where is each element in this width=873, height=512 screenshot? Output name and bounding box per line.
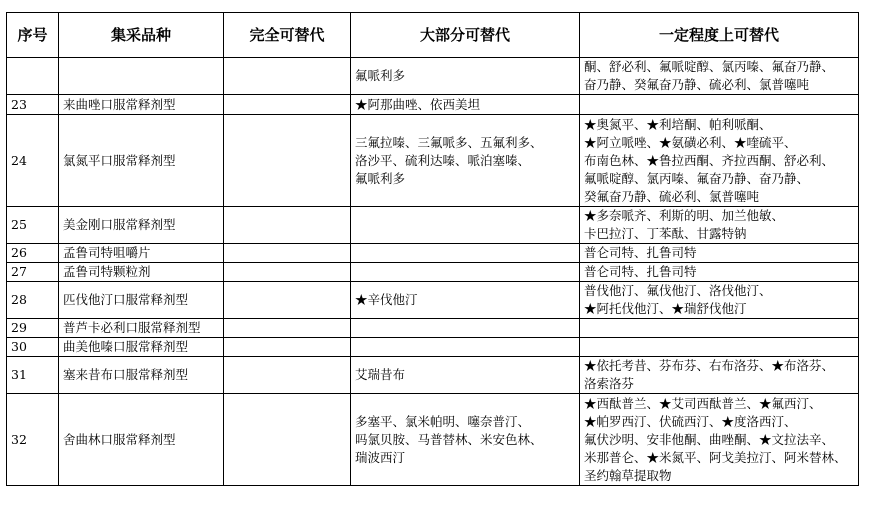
drug-name: 孟鲁司特颗粒剂 (59, 263, 224, 282)
header-row (7, 13, 859, 58)
table-row (7, 357, 859, 394)
row-index: 30 (7, 338, 59, 357)
drug-name: 美金刚口服常释剂型 (59, 207, 224, 244)
row-index: 31 (7, 357, 59, 394)
table-row (7, 95, 859, 115)
table-row (7, 115, 859, 207)
full-cell (224, 263, 351, 282)
most-line: ★辛伐他汀 (355, 292, 418, 307)
most-cell (351, 357, 580, 394)
partial-line: 卡巴拉汀、丁苯酞、甘露特钠 (584, 226, 747, 241)
substitution-table (6, 12, 859, 486)
row-index: 26 (7, 244, 59, 263)
partial-line: 普伐他汀、氟伐他汀、洛伐他汀、 (584, 283, 772, 298)
drug-name (59, 58, 224, 95)
most-line: 吗氯贝胺、马普替林、米安色林、 (355, 431, 543, 447)
full-cell (224, 394, 351, 486)
drug-name: 塞来昔布口服常释剂型 (59, 357, 224, 394)
table-row (7, 338, 859, 357)
partial-line: 布南色林、★鲁拉西酮、齐拉西酮、舒必利、 (584, 152, 835, 168)
drug-name: 氯氮平口服常释剂型 (59, 115, 224, 207)
most-cell (351, 58, 580, 95)
partial-cell (580, 207, 859, 244)
most-line: 艾瑞昔布 (355, 367, 406, 382)
full-cell (224, 115, 351, 207)
partial-cell (580, 95, 859, 115)
drug-name: 匹伐他汀口服常释剂型 (59, 282, 224, 319)
partial-line: ★阿立哌唑、★氨磺必利、★喹硫平、 (584, 134, 797, 150)
row-index: 24 (7, 115, 59, 207)
partial-line: 圣约翰草提取物 (584, 467, 672, 483)
partial-cell (580, 244, 859, 263)
most-cell (351, 207, 580, 244)
most-line: 三氟拉嗪、三氟哌多、五氟利多、 (355, 134, 543, 150)
most-line: ★阿那曲唑、依西美坦 (355, 96, 481, 112)
partial-cell (580, 394, 859, 486)
row-index: 29 (7, 319, 59, 338)
partial-line: ★阿托伐他汀、★瑞舒伐他汀 (584, 301, 747, 316)
drug-name: 曲美他嗪口服常释剂型 (59, 338, 224, 357)
most-cell (351, 95, 580, 115)
partial-line: 癸氟奋乃静、硫必利、氯普噻吨 (584, 188, 760, 204)
drug-name: 孟鲁司特咀嚼片 (59, 244, 224, 263)
partial-line: ★帕罗西汀、伏硫西汀、★度洛西汀、 (584, 413, 797, 429)
partial-line: 洛索洛芬 (584, 376, 635, 391)
partial-cell (580, 282, 859, 319)
header-index: 序号 (7, 13, 59, 58)
drug-name: 来曲唑口服常释剂型 (59, 95, 224, 115)
full-cell (224, 207, 351, 244)
partial-cell (580, 115, 859, 207)
most-line: 氟哌利多 (355, 170, 406, 186)
full-cell (224, 357, 351, 394)
most-cell (351, 244, 580, 263)
partial-line: ★西酞普兰、★艾司西酞普兰、★氟西汀、 (584, 395, 822, 411)
row-index: 27 (7, 263, 59, 282)
full-cell (224, 282, 351, 319)
partial-line: ★奥氮平、★利培酮、帕利哌酮、 (584, 116, 772, 132)
full-cell (224, 58, 351, 95)
most-cell (351, 263, 580, 282)
most-line: 洛沙平、硫利达嗪、哌泊塞嗪、 (355, 152, 531, 168)
most-cell (351, 394, 580, 486)
row-index: 28 (7, 282, 59, 319)
full-cell (224, 244, 351, 263)
most-line: 氟哌利多 (355, 68, 406, 83)
partial-line: 氟伏沙明、安非他酮、曲唑酮、★文拉法辛、 (584, 431, 835, 447)
header-most: 大部分可替代 (351, 13, 580, 58)
partial-line: 普仑司特、扎鲁司特 (584, 264, 697, 279)
most-cell (351, 319, 580, 338)
drug-name: 舍曲林口服常释剂型 (59, 394, 224, 486)
full-cell (224, 95, 351, 115)
partial-line: 米那普仑、★米氮平、阿戈美拉汀、阿米替林、 (584, 449, 847, 465)
partial-line: 奋乃静、癸氟奋乃静、硫必利、氯普噻吨 (584, 77, 810, 92)
most-line: 多塞平、氯米帕明、噻奈普汀、 (355, 413, 531, 429)
table-row (7, 244, 859, 263)
header-drug: 集采品种 (59, 13, 224, 58)
header-partial: 一定程度上可替代 (580, 13, 859, 58)
full-cell (224, 319, 351, 338)
most-cell (351, 282, 580, 319)
partial-cell (580, 58, 859, 95)
partial-cell (580, 263, 859, 282)
table-row (7, 282, 859, 319)
partial-line: ★多奈哌齐、利斯的明、加兰他敏、 (584, 208, 785, 223)
partial-cell (580, 338, 859, 357)
table-row (7, 58, 859, 95)
partial-line: 酮、舒必利、氟哌啶醇、氯丙嗪、氟奋乃静、 (584, 59, 835, 74)
row-index (7, 58, 59, 95)
table-row (7, 263, 859, 282)
drug-name: 普芦卡必利口服常释剂型 (59, 319, 224, 338)
row-index: 25 (7, 207, 59, 244)
partial-cell (580, 319, 859, 338)
header-full: 完全可替代 (224, 13, 351, 58)
full-cell (224, 338, 351, 357)
row-index: 23 (7, 95, 59, 115)
partial-cell (580, 357, 859, 394)
table-row (7, 319, 859, 338)
most-cell (351, 115, 580, 207)
table-row (7, 394, 859, 486)
partial-line: ★依托考昔、芬布芬、右布洛芬、★布洛芬、 (584, 358, 835, 373)
partial-line: 普仑司特、扎鲁司特 (584, 245, 697, 260)
row-index: 32 (7, 394, 59, 486)
table-row (7, 207, 859, 244)
partial-line: 氟哌啶醇、氯丙嗪、氟奋乃静、奋乃静、 (584, 170, 810, 186)
most-line: 瑞波西汀 (355, 449, 406, 465)
most-cell (351, 338, 580, 357)
